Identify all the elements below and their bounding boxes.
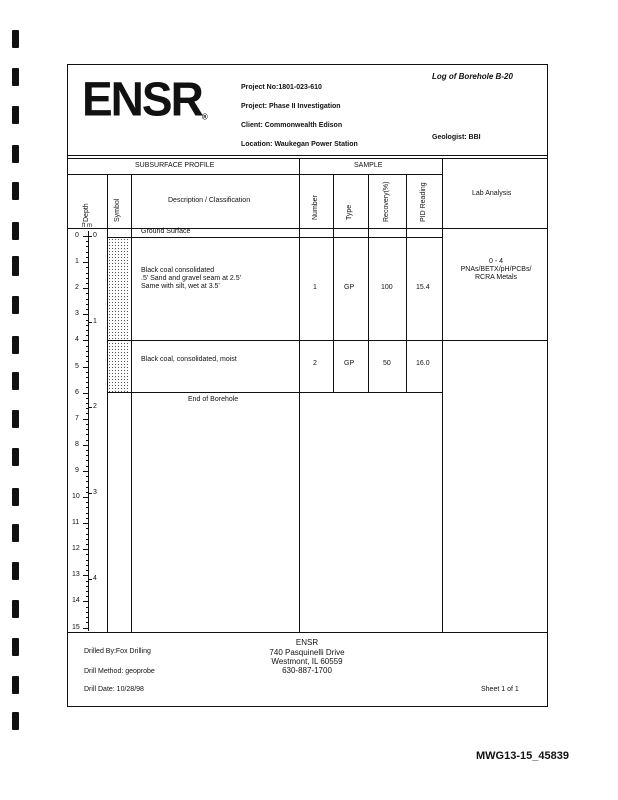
binder-mark [12,524,19,542]
binder-mark [12,296,19,314]
depth-minor-tick [86,377,89,378]
location: Location: Waukegan Power Station [241,141,358,148]
depth-minor-tick [86,382,89,383]
depth-m-label: 3 [93,488,97,496]
depth-ft-tick [83,549,89,550]
col-line [299,158,300,632]
depth-ft-label: 6 [75,388,79,396]
footer-phone: 630-887-1700 [282,666,332,675]
sample-header: SAMPLE [354,162,383,169]
sample-1-type: GP [344,284,355,291]
depth-ft-tick [83,575,89,576]
depth-minor-tick [86,554,89,555]
lab-tests-line1: PNAs/BETX/pH/PCBs/ [460,266,532,273]
depth-ft-label: 13 [72,571,80,579]
depth-ft-label: 7 [75,414,79,422]
depth-minor-tick [86,335,89,336]
depth-m-label: 1 [93,317,97,325]
depth-minor-tick [86,283,89,284]
col-line [131,174,132,632]
depth-minor-tick [86,361,89,362]
depth-m-label: 0 [93,232,97,239]
depth-ft-tick [83,262,89,263]
table-bottom-rule [67,632,548,633]
depth-ft-tick [83,601,89,602]
depth-minor-tick [86,267,89,268]
depth-ft-label: 10 [72,493,80,500]
depth-m-tick [88,579,92,580]
depth-minor-tick [86,309,89,310]
footer-address2: Westmont, IL 60559 [271,657,343,666]
depth-minor-tick [86,273,89,274]
drill-date: Drill Date: 10/28/98 [84,686,144,693]
depth-ft-tick [83,628,89,629]
binder-mark [12,448,19,466]
binder-mark [12,336,19,354]
column-header-rule [67,228,548,229]
depth-minor-tick [86,424,89,425]
depth-minor-tick [86,398,89,399]
type-header: Type [346,204,353,220]
depth-minor-tick [86,252,89,253]
depth-ft-tick [83,340,89,341]
depth-units: ft m [82,223,92,229]
depth-minor-tick [86,617,89,618]
depth-minor-tick [86,246,89,247]
depth-minor-tick [86,293,89,294]
depth-ft-tick [83,445,89,446]
project-number: Project No:1801-023-610 [241,84,322,91]
soil-symbol-coal [108,238,130,340]
binder-mark [12,182,19,200]
depth-m-tick [88,493,92,494]
geologist: Geologist: BBI [432,134,481,141]
header-divider [67,155,548,156]
depth-minor-tick [86,502,89,503]
depth-ft-tick [83,314,89,315]
binder-mark [12,562,19,580]
soil-symbol-coal-moist [108,342,130,392]
lab-tests-line2: RCRA Metals [474,274,517,281]
sample-1-number: 1 [313,284,317,291]
sample-2-recovery: 50 [383,360,391,367]
binder-mark [12,410,19,428]
recovery-header: Recovery(%) [383,181,390,222]
depth-ft-label: 4 [75,336,79,344]
depth-ft-label: 9 [75,466,79,474]
col-line [442,158,443,632]
depth-ft-label: 8 [75,440,79,448]
depth-minor-tick [86,440,89,441]
binder-mark [12,712,19,730]
borehole-log-frame [67,64,548,707]
binder-mark [12,372,19,390]
depth-m-label: 4 [93,574,97,582]
footer-address1: 740 Pasquinelli Drive [269,648,345,657]
depth-ft-tick [83,393,89,394]
lab-depth-range: 0 - 4 [488,258,503,265]
depth-minor-tick [86,481,89,482]
depth-header: Depth [83,203,90,222]
binder-mark [12,600,19,618]
depth-minor-tick [86,560,89,561]
depth-minor-tick [86,450,89,451]
depth-minor-tick [86,612,89,613]
sample-2-number: 2 [313,360,317,367]
depth-minor-tick [86,607,89,608]
depth-minor-tick [86,413,89,414]
depth-m-tick [88,322,92,323]
layer1-line: .5' Sand and gravel seam at 2.5' [141,275,241,282]
depth-minor-tick [86,257,89,258]
sample-1-recovery: 100 [381,284,393,291]
depth-minor-tick [86,513,89,514]
project-name: Project: Phase II Investigation [241,103,341,110]
binder-mark [12,676,19,694]
depth-minor-tick [86,565,89,566]
depth-ft-tick [83,367,89,368]
depth-minor-tick [86,429,89,430]
subsurface-profile-header: SUBSURFACE PROFILE [135,162,215,169]
depth-m-tick [88,407,92,408]
depth-ft-label: 14 [72,597,80,605]
depth-ft-label: 3 [75,310,79,318]
depth-minor-tick [86,570,89,571]
description-header: Description / Classification [168,197,251,204]
depth-minor-tick [86,403,89,404]
depth-minor-tick [86,325,89,326]
depth-ft-label: 0 [75,232,79,239]
group-header-rule [67,174,442,175]
depth-ft-tick [83,497,89,498]
binder-mark [12,488,19,506]
depth-minor-tick [86,476,89,477]
layer1-line: Same with silt, wet at 3.5' [141,283,220,290]
footer-company: ENSR [295,638,319,647]
depth-minor-tick [86,455,89,456]
depth-minor-tick [86,466,89,467]
depth-ft-label: 5 [75,362,79,370]
layer1-description [141,267,241,291]
table-top-rule [67,158,548,159]
col-line [368,174,369,392]
end-of-borehole-label: End of Borehole [188,396,239,403]
depth-minor-tick [86,528,89,529]
client-name: Client: Commonwealth Edison [241,122,343,129]
depth-minor-tick [86,387,89,388]
symbol-header: Symbol [114,198,121,222]
sample-2-type: GP [344,360,355,367]
depth-minor-tick [86,372,89,373]
sheet-number: Sheet 1 of 1 [481,686,519,693]
depth-minor-tick [86,596,89,597]
depth-minor-tick [86,460,89,461]
depth-minor-tick [86,434,89,435]
end-of-borehole-line [107,392,442,393]
depth-ft-label: 15 [72,623,80,631]
depth-minor-tick [86,351,89,352]
depth-minor-tick [86,487,89,488]
depth-minor-tick [86,507,89,508]
depth-minor-tick [86,330,89,331]
drill-method: Drill Method: geoprobe [84,668,155,675]
depth-minor-tick [86,518,89,519]
binder-mark [12,30,19,48]
sample-2-pid: 16.0 [416,360,430,367]
document-id: MWG13-15_45839 [476,750,569,762]
number-header: Number [312,195,319,220]
drilled-by: Drilled By:Fox Drilling [84,648,151,655]
depth-ft-tick [83,523,89,524]
depth-minor-tick [86,408,89,409]
binder-mark [12,145,19,163]
layer2-description: Black coal, consolidated, moist [141,356,237,363]
lab-analysis-text [446,258,546,282]
depth-minor-tick [86,320,89,321]
depth-minor-tick [86,304,89,305]
log-title: Log of Borehole B-20 [432,72,513,81]
depth-minor-tick [86,356,89,357]
ensr-logo: ENSR® [82,71,208,126]
col-line [333,174,334,392]
depth-minor-tick [86,346,89,347]
depth-ft-tick [83,288,89,289]
depth-minor-tick [86,591,89,592]
sample-1-pid: 15.4 [416,284,430,291]
depth-minor-tick [86,278,89,279]
depth-minor-tick [86,299,89,300]
depth-m-tick [88,236,92,237]
pid-header: PID Reading [420,182,427,222]
depth-minor-tick [86,586,89,587]
lab-analysis-header: Lab Analysis [472,190,512,197]
binder-mark [12,106,19,124]
depth-ft-label: 11 [72,519,80,527]
depth-ft-label: 12 [72,545,80,553]
depth-ft-label: 2 [75,284,79,292]
depth-minor-tick [86,241,89,242]
binder-mark [12,256,19,276]
depth-minor-tick [86,581,89,582]
depth-minor-tick [86,622,89,623]
binder-mark [12,222,19,240]
depth-ft-label: 1 [75,258,79,266]
depth-ft-tick [83,471,89,472]
binder-mark [12,638,19,656]
depth-minor-tick [86,534,89,535]
layer-boundary [107,340,548,341]
depth-minor-tick [86,544,89,545]
ground-surface-label: Ground Surface [141,228,191,235]
depth-ft-tick [83,419,89,420]
ground-surface-line [107,237,442,238]
depth-minor-tick [86,539,89,540]
col-line [406,174,407,392]
binder-mark [12,68,19,86]
depth-m-label: 2 [93,403,97,411]
layer1-line: Black coal consolidated [141,267,215,274]
